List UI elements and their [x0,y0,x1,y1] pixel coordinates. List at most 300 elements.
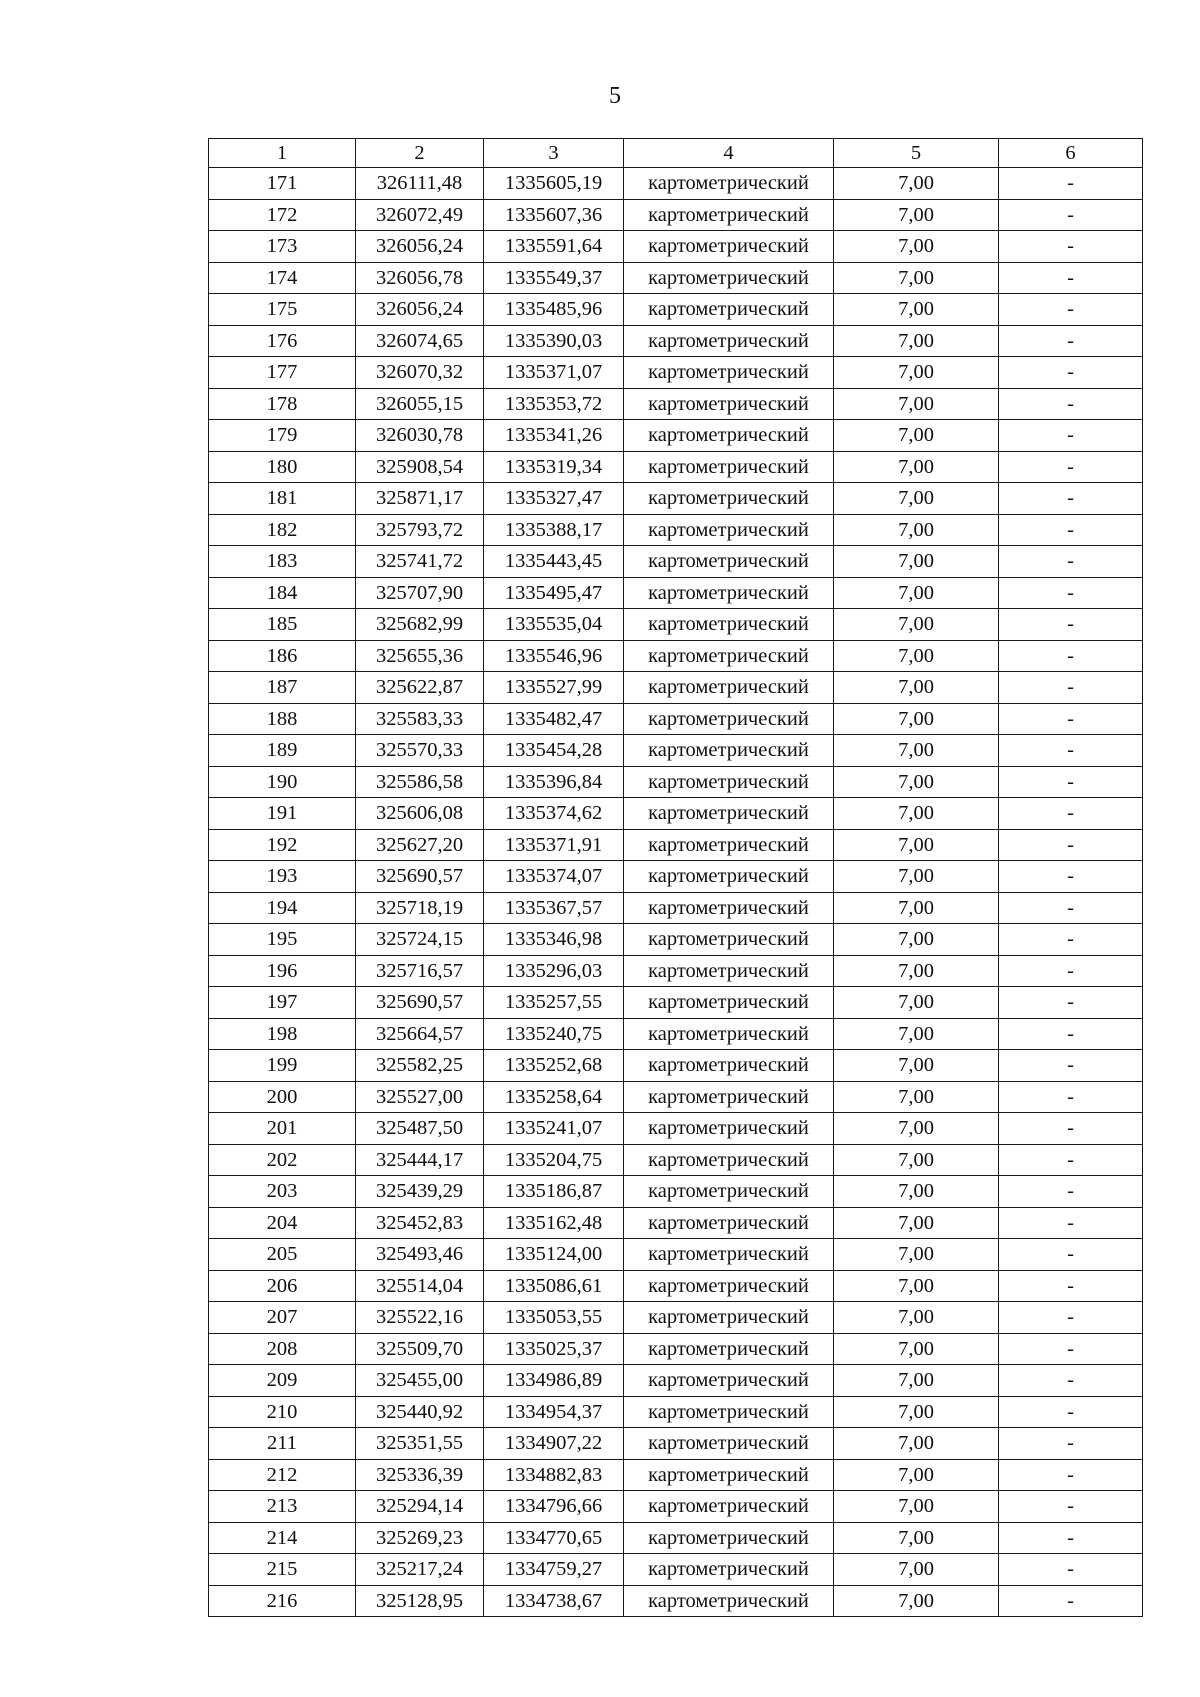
method-cell: картометрический [624,924,834,956]
table-row [209,640,1143,672]
accuracy-cell: 7,00 [834,735,999,767]
table-row [209,420,1143,452]
x-coordinate-cell: 325655,36 [356,640,484,672]
y-coordinate-cell: 1334954,37 [484,1396,624,1428]
method-cell: картометрический [624,168,834,200]
method-cell: картометрический [624,829,834,861]
method-cell: картометрический [624,1081,834,1113]
x-coordinate-cell: 325440,92 [356,1396,484,1428]
accuracy-cell: 7,00 [834,1302,999,1334]
x-coordinate-cell: 326030,78 [356,420,484,452]
table-row [209,1176,1143,1208]
x-coordinate-cell: 325452,83 [356,1207,484,1239]
y-coordinate-cell: 1335605,19 [484,168,624,200]
description-cell: - [999,1491,1143,1523]
accuracy-cell: 7,00 [834,1428,999,1460]
y-coordinate-cell: 1335367,57 [484,892,624,924]
x-coordinate-cell: 325793,72 [356,514,484,546]
description-cell: - [999,703,1143,735]
method-cell: картометрический [624,1239,834,1271]
point-number-cell: 181 [209,483,356,515]
y-coordinate-cell: 1335371,91 [484,829,624,861]
accuracy-cell: 7,00 [834,1585,999,1617]
x-coordinate-cell: 325493,46 [356,1239,484,1271]
table-row [209,357,1143,389]
y-coordinate-cell: 1335241,07 [484,1113,624,1145]
accuracy-cell: 7,00 [834,577,999,609]
table-row [209,1585,1143,1617]
table-row [209,672,1143,704]
accuracy-cell: 7,00 [834,168,999,200]
point-number-cell: 201 [209,1113,356,1145]
x-coordinate-cell: 326070,32 [356,357,484,389]
method-cell: картометрический [624,703,834,735]
x-coordinate-cell: 325582,25 [356,1050,484,1082]
y-coordinate-cell: 1334796,66 [484,1491,624,1523]
accuracy-cell: 7,00 [834,357,999,389]
table-header [209,139,1143,168]
column-header: 6 [999,139,1143,168]
point-number-cell: 177 [209,357,356,389]
description-cell: - [999,577,1143,609]
x-coordinate-cell: 326056,78 [356,262,484,294]
y-coordinate-cell: 1335346,98 [484,924,624,956]
method-cell: картометрический [624,1333,834,1365]
table-row [209,231,1143,263]
point-number-cell: 196 [209,955,356,987]
y-coordinate-cell: 1335482,47 [484,703,624,735]
x-coordinate-cell: 325622,87 [356,672,484,704]
y-coordinate-cell: 1334882,83 [484,1459,624,1491]
method-cell: картометрический [624,1428,834,1460]
y-coordinate-cell: 1335296,03 [484,955,624,987]
y-coordinate-cell: 1335546,96 [484,640,624,672]
description-cell: - [999,924,1143,956]
description-cell: - [999,1113,1143,1145]
method-cell: картометрический [624,1522,834,1554]
x-coordinate-cell: 325707,90 [356,577,484,609]
point-number-cell: 190 [209,766,356,798]
method-cell: картометрический [624,514,834,546]
description-cell: - [999,1333,1143,1365]
table-row [209,1018,1143,1050]
x-coordinate-cell: 326072,49 [356,199,484,231]
method-cell: картометрический [624,420,834,452]
point-number-cell: 209 [209,1365,356,1397]
accuracy-cell: 7,00 [834,1207,999,1239]
description-cell: - [999,1302,1143,1334]
method-cell: картометрический [624,294,834,326]
table-row [209,1554,1143,1586]
y-coordinate-cell: 1335454,28 [484,735,624,767]
method-cell: картометрический [624,955,834,987]
accuracy-cell: 7,00 [834,1018,999,1050]
point-number-cell: 193 [209,861,356,893]
table-row [209,325,1143,357]
y-coordinate-cell: 1335374,07 [484,861,624,893]
table-row [209,1522,1143,1554]
point-number-cell: 188 [209,703,356,735]
accuracy-cell: 7,00 [834,420,999,452]
method-cell: картометрический [624,1491,834,1523]
x-coordinate-cell: 325514,04 [356,1270,484,1302]
description-cell: - [999,483,1143,515]
point-number-cell: 189 [209,735,356,767]
description-cell: - [999,861,1143,893]
method-cell: картометрический [624,199,834,231]
y-coordinate-cell: 1334986,89 [484,1365,624,1397]
accuracy-cell: 7,00 [834,640,999,672]
accuracy-cell: 7,00 [834,987,999,1019]
x-coordinate-cell: 325690,57 [356,987,484,1019]
y-coordinate-cell: 1335374,62 [484,798,624,830]
method-cell: картометрический [624,1302,834,1334]
method-cell: картометрический [624,1207,834,1239]
description-cell: - [999,546,1143,578]
table-row [209,1239,1143,1271]
description-cell: - [999,892,1143,924]
description-cell: - [999,1270,1143,1302]
accuracy-cell: 7,00 [834,546,999,578]
x-coordinate-cell: 325336,39 [356,1459,484,1491]
accuracy-cell: 7,00 [834,1554,999,1586]
table-row [209,703,1143,735]
y-coordinate-cell: 1335527,99 [484,672,624,704]
point-number-cell: 214 [209,1522,356,1554]
accuracy-cell: 7,00 [834,1144,999,1176]
point-number-cell: 203 [209,1176,356,1208]
x-coordinate-cell: 325509,70 [356,1333,484,1365]
accuracy-cell: 7,00 [834,672,999,704]
method-cell: картометрический [624,325,834,357]
y-coordinate-cell: 1335371,07 [484,357,624,389]
point-number-cell: 212 [209,1459,356,1491]
y-coordinate-cell: 1335258,64 [484,1081,624,1113]
table-row [209,388,1143,420]
description-cell: - [999,1081,1143,1113]
method-cell: картометрический [624,892,834,924]
accuracy-cell: 7,00 [834,1113,999,1145]
point-number-cell: 184 [209,577,356,609]
accuracy-cell: 7,00 [834,703,999,735]
table-row [209,861,1143,893]
x-coordinate-cell: 326074,65 [356,325,484,357]
point-number-cell: 174 [209,262,356,294]
column-header: 4 [624,139,834,168]
method-cell: картометрический [624,1554,834,1586]
description-cell: - [999,987,1143,1019]
y-coordinate-cell: 1335186,87 [484,1176,624,1208]
coordinates-table [208,138,1143,1617]
table-row [209,924,1143,956]
x-coordinate-cell: 325522,16 [356,1302,484,1334]
description-cell: - [999,955,1143,987]
method-cell: картометрический [624,609,834,641]
method-cell: картометрический [624,861,834,893]
accuracy-cell: 7,00 [834,451,999,483]
method-cell: картометрический [624,1365,834,1397]
x-coordinate-cell: 325664,57 [356,1018,484,1050]
y-coordinate-cell: 1335319,34 [484,451,624,483]
point-number-cell: 208 [209,1333,356,1365]
method-cell: картометрический [624,1144,834,1176]
accuracy-cell: 7,00 [834,1365,999,1397]
method-cell: картометрический [624,577,834,609]
description-cell: - [999,420,1143,452]
description-cell: - [999,1459,1143,1491]
point-number-cell: 194 [209,892,356,924]
accuracy-cell: 7,00 [834,325,999,357]
accuracy-cell: 7,00 [834,1270,999,1302]
method-cell: картометрический [624,766,834,798]
description-cell: - [999,1144,1143,1176]
description-cell: - [999,168,1143,200]
table-row [209,987,1143,1019]
method-cell: картометрический [624,672,834,704]
x-coordinate-cell: 325682,99 [356,609,484,641]
description-cell: - [999,1365,1143,1397]
x-coordinate-cell: 325570,33 [356,735,484,767]
description-cell: - [999,325,1143,357]
accuracy-cell: 7,00 [834,1081,999,1113]
method-cell: картометрический [624,1050,834,1082]
description-cell: - [999,514,1143,546]
table-row [209,262,1143,294]
point-number-cell: 180 [209,451,356,483]
point-number-cell: 215 [209,1554,356,1586]
accuracy-cell: 7,00 [834,1050,999,1082]
table-row [209,735,1143,767]
y-coordinate-cell: 1335607,36 [484,199,624,231]
table-row [209,1302,1143,1334]
description-cell: - [999,1554,1143,1586]
accuracy-cell: 7,00 [834,1459,999,1491]
y-coordinate-cell: 1334770,65 [484,1522,624,1554]
method-cell: картометрический [624,231,834,263]
y-coordinate-cell: 1335495,47 [484,577,624,609]
point-number-cell: 206 [209,1270,356,1302]
column-header: 3 [484,139,624,168]
accuracy-cell: 7,00 [834,514,999,546]
y-coordinate-cell: 1335025,37 [484,1333,624,1365]
y-coordinate-cell: 1335327,47 [484,483,624,515]
method-cell: картометрический [624,546,834,578]
y-coordinate-cell: 1334738,67 [484,1585,624,1617]
table-row [209,1365,1143,1397]
y-coordinate-cell: 1335390,03 [484,325,624,357]
point-number-cell: 216 [209,1585,356,1617]
y-coordinate-cell: 1335353,72 [484,388,624,420]
x-coordinate-cell: 325741,72 [356,546,484,578]
point-number-cell: 205 [209,1239,356,1271]
y-coordinate-cell: 1335240,75 [484,1018,624,1050]
x-coordinate-cell: 325871,17 [356,483,484,515]
method-cell: картометрический [624,1396,834,1428]
x-coordinate-cell: 325455,00 [356,1365,484,1397]
point-number-cell: 186 [209,640,356,672]
description-cell: - [999,798,1143,830]
accuracy-cell: 7,00 [834,1396,999,1428]
table-row [209,1459,1143,1491]
accuracy-cell: 7,00 [834,766,999,798]
point-number-cell: 185 [209,609,356,641]
accuracy-cell: 7,00 [834,1491,999,1523]
point-number-cell: 182 [209,514,356,546]
description-cell: - [999,1428,1143,1460]
x-coordinate-cell: 325128,95 [356,1585,484,1617]
accuracy-cell: 7,00 [834,798,999,830]
x-coordinate-cell: 325527,00 [356,1081,484,1113]
table-row [209,199,1143,231]
point-number-cell: 202 [209,1144,356,1176]
x-coordinate-cell: 326111,48 [356,168,484,200]
y-coordinate-cell: 1335053,55 [484,1302,624,1334]
header-row [209,139,1143,168]
point-number-cell: 195 [209,924,356,956]
description-cell: - [999,829,1143,861]
table-row [209,609,1143,641]
table-row [209,1207,1143,1239]
x-coordinate-cell: 325908,54 [356,451,484,483]
accuracy-cell: 7,00 [834,199,999,231]
table-row [209,1081,1143,1113]
point-number-cell: 213 [209,1491,356,1523]
method-cell: картометрический [624,640,834,672]
x-coordinate-cell: 325583,33 [356,703,484,735]
table-row [209,798,1143,830]
y-coordinate-cell: 1335396,84 [484,766,624,798]
description-cell: - [999,451,1143,483]
y-coordinate-cell: 1335535,04 [484,609,624,641]
description-cell: - [999,199,1143,231]
point-number-cell: 197 [209,987,356,1019]
description-cell: - [999,357,1143,389]
x-coordinate-cell: 325217,24 [356,1554,484,1586]
table-row [209,1333,1143,1365]
method-cell: картометрический [624,262,834,294]
x-coordinate-cell: 325718,19 [356,892,484,924]
accuracy-cell: 7,00 [834,1239,999,1271]
description-cell: - [999,231,1143,263]
x-coordinate-cell: 325627,20 [356,829,484,861]
point-number-cell: 179 [209,420,356,452]
method-cell: картометрический [624,735,834,767]
table-row [209,892,1143,924]
x-coordinate-cell: 325269,23 [356,1522,484,1554]
x-coordinate-cell: 325351,55 [356,1428,484,1460]
accuracy-cell: 7,00 [834,1333,999,1365]
y-coordinate-cell: 1335252,68 [484,1050,624,1082]
accuracy-cell: 7,00 [834,924,999,956]
description-cell: - [999,609,1143,641]
column-header: 1 [209,139,356,168]
point-number-cell: 178 [209,388,356,420]
x-coordinate-cell: 325586,58 [356,766,484,798]
y-coordinate-cell: 1335086,61 [484,1270,624,1302]
x-coordinate-cell: 325690,57 [356,861,484,893]
description-cell: - [999,262,1143,294]
point-number-cell: 198 [209,1018,356,1050]
y-coordinate-cell: 1335162,48 [484,1207,624,1239]
point-number-cell: 207 [209,1302,356,1334]
table-body [209,168,1143,1617]
table-row [209,451,1143,483]
accuracy-cell: 7,00 [834,609,999,641]
description-cell: - [999,1018,1143,1050]
point-number-cell: 191 [209,798,356,830]
table-row [209,577,1143,609]
y-coordinate-cell: 1335124,00 [484,1239,624,1271]
y-coordinate-cell: 1335485,96 [484,294,624,326]
point-number-cell: 199 [209,1050,356,1082]
table-row [209,766,1143,798]
method-cell: картометрический [624,987,834,1019]
table-row [209,514,1143,546]
description-cell: - [999,672,1143,704]
method-cell: картометрический [624,388,834,420]
accuracy-cell: 7,00 [834,829,999,861]
point-number-cell: 172 [209,199,356,231]
description-cell: - [999,1239,1143,1271]
table-row [209,1491,1143,1523]
method-cell: картометрический [624,1459,834,1491]
method-cell: картометрический [624,451,834,483]
point-number-cell: 187 [209,672,356,704]
description-cell: - [999,1585,1143,1617]
page-number: 5 [609,83,621,109]
table-row [209,1428,1143,1460]
point-number-cell: 204 [209,1207,356,1239]
point-number-cell: 210 [209,1396,356,1428]
table-row [209,829,1143,861]
accuracy-cell: 7,00 [834,231,999,263]
accuracy-cell: 7,00 [834,294,999,326]
table-row [209,483,1143,515]
y-coordinate-cell: 1335443,45 [484,546,624,578]
accuracy-cell: 7,00 [834,1176,999,1208]
x-coordinate-cell: 325487,50 [356,1113,484,1145]
x-coordinate-cell: 326055,15 [356,388,484,420]
table-row [209,1050,1143,1082]
point-number-cell: 211 [209,1428,356,1460]
y-coordinate-cell: 1335204,75 [484,1144,624,1176]
accuracy-cell: 7,00 [834,483,999,515]
method-cell: картометрический [624,1585,834,1617]
point-number-cell: 200 [209,1081,356,1113]
x-coordinate-cell: 326056,24 [356,231,484,263]
y-coordinate-cell: 1334907,22 [484,1428,624,1460]
table-row [209,1144,1143,1176]
y-coordinate-cell: 1335591,64 [484,231,624,263]
table-row [209,168,1143,200]
x-coordinate-cell: 325294,14 [356,1491,484,1523]
method-cell: картометрический [624,1176,834,1208]
description-cell: - [999,294,1143,326]
description-cell: - [999,766,1143,798]
point-number-cell: 183 [209,546,356,578]
point-number-cell: 176 [209,325,356,357]
description-cell: - [999,1176,1143,1208]
table-row [209,1396,1143,1428]
point-number-cell: 173 [209,231,356,263]
description-cell: - [999,1522,1143,1554]
x-coordinate-cell: 325716,57 [356,955,484,987]
accuracy-cell: 7,00 [834,262,999,294]
x-coordinate-cell: 325444,17 [356,1144,484,1176]
method-cell: картометрический [624,357,834,389]
x-coordinate-cell: 326056,24 [356,294,484,326]
method-cell: картометрический [624,1113,834,1145]
